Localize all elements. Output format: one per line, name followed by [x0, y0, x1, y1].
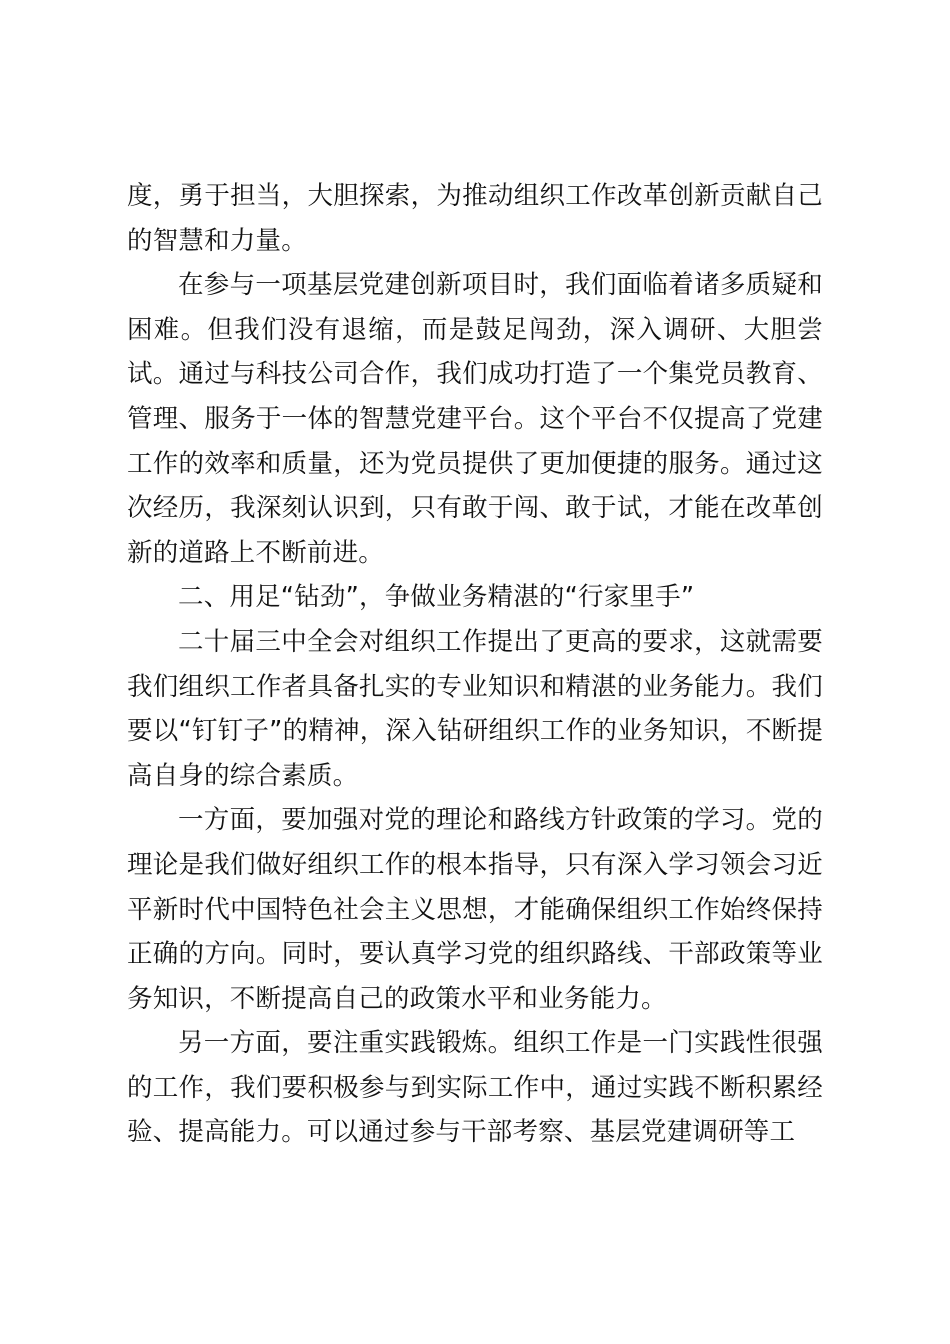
section-heading: 二、用足“钻劲”，争做业务精湛的“行家里手” — [178, 582, 695, 613]
paragraph-practice: 另一方面，要注重实践锻炼。组织工作是一门实践性很强的工作，我们要积极参与到实际工作中，通过实践不断积累经验、提高能力。可以通过参与干部考察、基层党建调研等工 — [127, 1028, 823, 1148]
paragraph-requirements: 二十届三中全会对组织工作提出了更高的要求，这就需要我们组织工作者具备扎实的专业知识和精湛的业务能力。我们要以“钉钉子”的精神，深入钻研组织工作的业务知识，不断提高自身的综合素质。 — [127, 626, 823, 791]
paragraph-continued: 度，勇于担当，大胆探索，为推动组织工作改革创新贡献自己的智慧和力量。 — [127, 181, 823, 256]
paragraph-theory-study: 一方面，要加强对党的理论和路线方针政策的学习。党的理论是我们做好组织工作的根本指导，只有深入学习领会习近平新时代中国特色社会主义思想，才能确保组织工作始终保持正确的方向。同时，要认真学习党的组织路线、干部政策等业务知识，不断提高自己的政策水平和业务能力。 — [127, 805, 823, 1014]
document-body — [127, 174, 823, 1155]
paragraph-innovation-project: 在参与一项基层党建创新项目时，我们面临着诸多质疑和困难。但我们没有退缩，而是鼓足闯劲，深入调研、大胆尝试。通过与科技公司合作，我们成功打造了一个集党员教育、管理、服务于一体的智慧党建平台。这个平台不仅提高了党建工作的效率和质量，还为党员提供了更加便捷的服务。通过这次经历，我深刻认识到，只有敢于闯、敢于试，才能在改革创新的道路上不断前进。 — [127, 270, 823, 568]
